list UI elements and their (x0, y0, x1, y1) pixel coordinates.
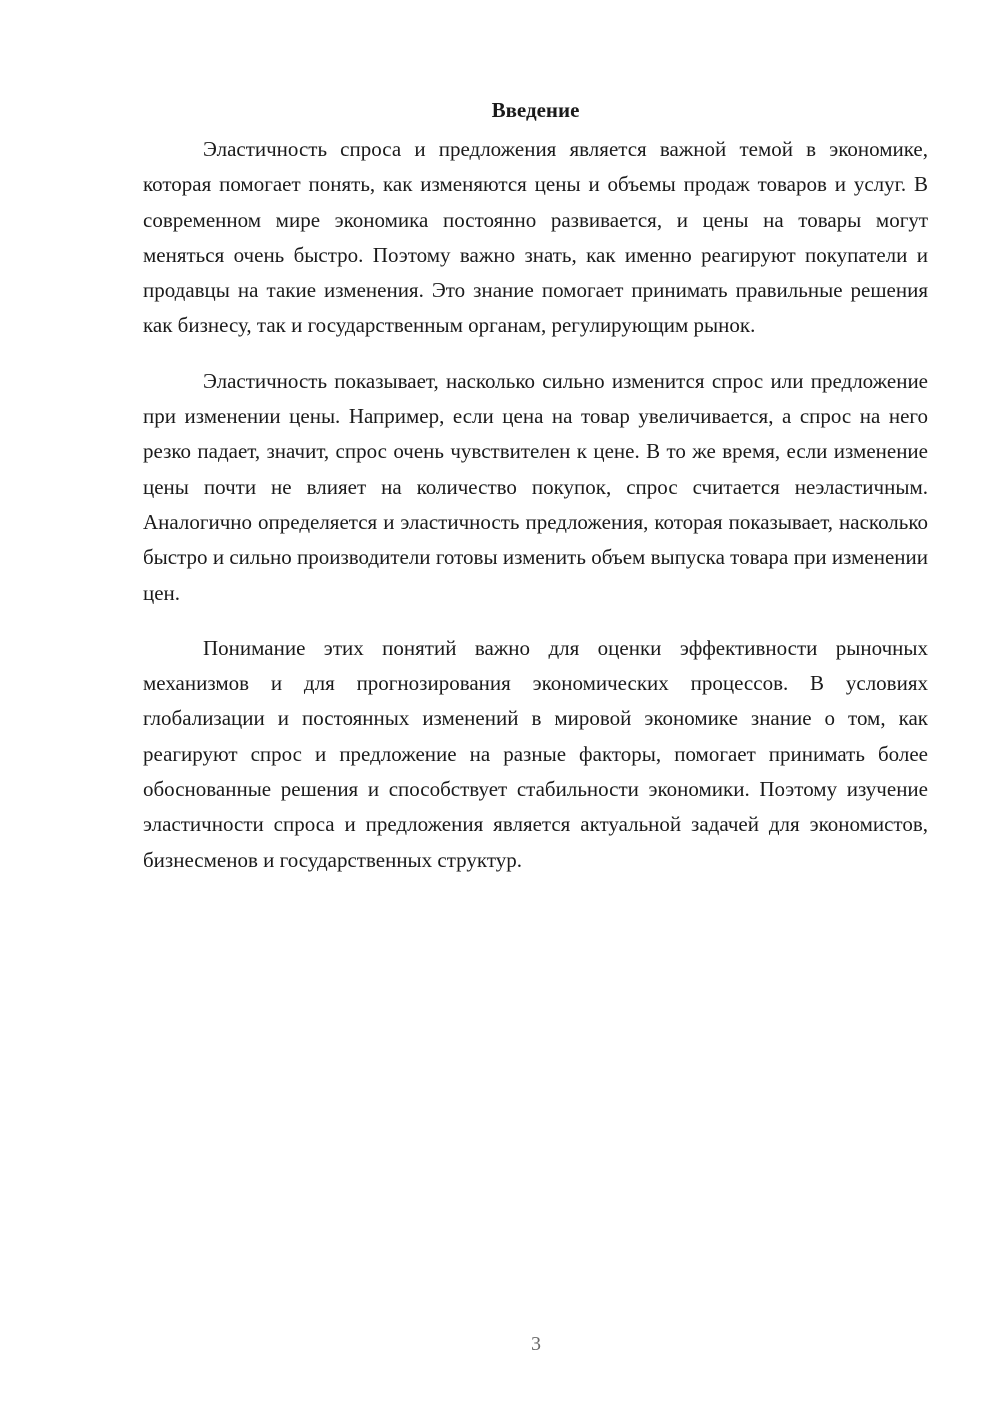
page-number: 3 (531, 1333, 541, 1355)
section-title: Введение (491, 98, 580, 122)
paragraph-2: Эластичность показывает, насколько сильно изменится спрос или предложение при изменении цены. Например, если цена на товар увеличивается, а спрос на него резко падает, значит, спрос очень чувствителен к цене. В то же время, если изменение цены почти не влияет на количество покупок, спрос считается неэластичным. Аналогично определяется и эластичность предложения, которая показывает, насколько быстро и сильно производители готовы изменить объем выпуска товара при изменении цен. (143, 368, 928, 605)
page-content (143, 93, 928, 898)
paragraph-1: Эластичность спроса и предложения является важной темой в экономике, которая помогает понять, как изменяются цены и объемы продаж товаров и услуг. В современном мире экономика постоянно развивается, и цены на товары могут меняться очень быстро. Поэтому важно знать, как именно реагируют покупатели и продавцы на такие изменения. Это знание помогает принимать правильные решения как бизнесу, так и государственным органам, регулирующим рынок. (143, 137, 928, 338)
paragraph-3: Понимание этих понятий важно для оценки эффективности рыночных механизмов и для прогнозирования экономических процессов. В условиях глобализации и постоянных изменений в мировой экономике знание о том, как реагируют спрос и предложение на разные факторы, помогает принимать более обоснованные решения и способствует стабильности экономики. Поэтому изучение эластичности спроса и предложения является актуальной задачей для экономистов, бизнесменов и государственных структур. (143, 635, 928, 872)
